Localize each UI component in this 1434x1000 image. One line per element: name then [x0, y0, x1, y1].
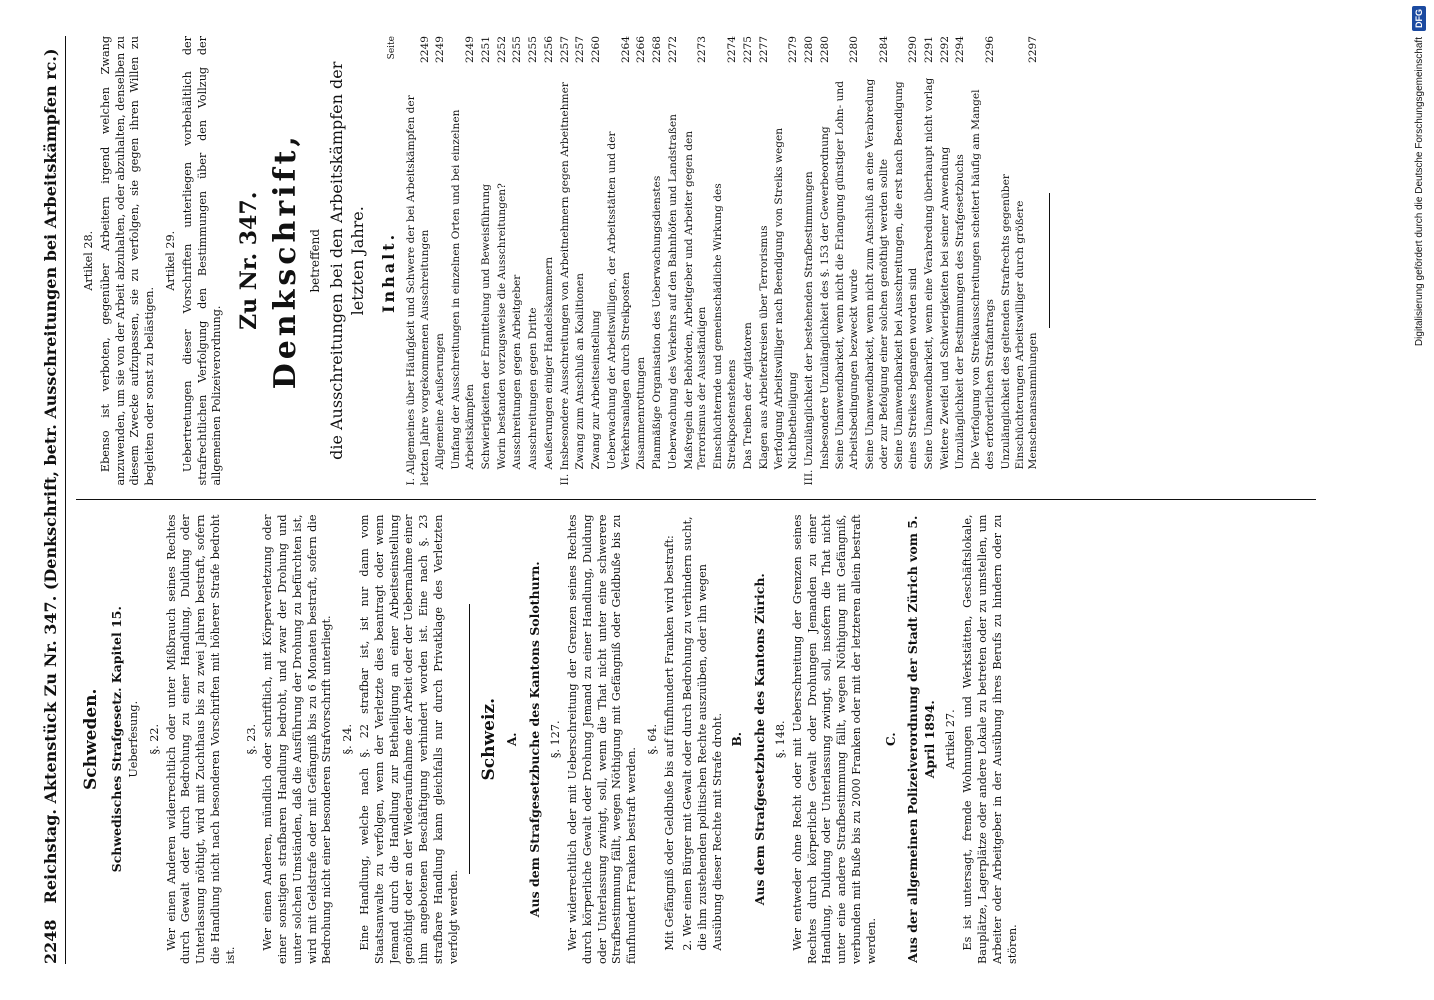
article-27: Artikel 27.	[944, 709, 958, 770]
section-64-item: 2. Wer einen Bürger mit Gewalt oder durch Bedrohung zu verhindern sucht, die ihm zustehenden politischen Rechte auszuüben, oder ihn wegen Ausübung dieser Rechte mit Strafe droht.	[681, 516, 725, 951]
toc-entry	[773, 36, 801, 486]
running-header	[40, 36, 66, 964]
toc-entry	[939, 36, 953, 486]
toc-entry	[606, 36, 634, 486]
toc-entry	[590, 36, 604, 486]
toc-entry-label: Das Treiben der Agitatoren	[741, 322, 754, 470]
toc-entry	[970, 36, 998, 486]
toc-entry	[527, 36, 541, 486]
toc-entry	[651, 36, 665, 486]
toc-entry-label: I. Allgemeines über Häufigkeit und Schwere der bei Arbeitskämpfen der letzten Jahre vorgekommenen Ausschreitungen	[404, 95, 431, 486]
section-24-text: Eine Handlung, welche nach §. 22 strafbar ist, ist nur dann vom Staatsanwalte zu verfolgen, wenn der Verletzte dies beantragt oder wenn Jemand durch die Handlung zur Betheiligung an einer Arbeitseinstellung genöthigt oder an der Wiederaufnahme der Arbeit oder der Uebernahme einer ihm angebotenen Beschäftigung verhindert worden ist. Eine nach §. 23 strafbare Handlung kann gleichfalls nur durch Privatklage des Verletzten verfolgt werden.	[357, 514, 460, 964]
toc-entry-label: Worin bestanden vorzugsweise die Ausschreitungen?	[495, 183, 508, 470]
toc-entry-label: Ausschreitungen gegen Dritte	[527, 307, 540, 470]
toc-entry-label: Seine Unanwendbarkeit, wenn nicht zum Anschluß an eine Verabredung oder zur Befolgung einer solchen genöthigt werden sollte	[863, 78, 890, 470]
toc-entry-label: Maßregeln der Behörden, Arbeitgeber und Arbeiter gegen den Terrorismus der Ausständigen	[682, 130, 709, 470]
toc-entry-page: 2257	[574, 36, 587, 63]
police-ordinance-title: Aus der allgemeinen Polizeiverordnung der Stadt Zürich vom 5. April 1894.	[905, 515, 937, 963]
toc-entry-label: Unzulänglichkeit der Bestimmungen des Strafgesetzbuchs	[954, 154, 967, 470]
toc-entry-label: Ausschreitungen gegen Arbeitgeber	[511, 274, 524, 470]
running-title: Reichstag. Aktenstück Zu Nr. 347. (Denkschrift, betr. Ausschreitungen bei Arbeitskämpfen rc.)	[41, 48, 60, 904]
toc-entry-label: Schwierigkeiten der Ermittelung und Beweisführung	[479, 183, 492, 470]
toc-entry	[819, 36, 833, 486]
section-23-text: Wer einen Anderen, mündlich oder schriftlich, mit Körperverletzung oder einer sonstigen strafbaren Handlung bedroht, und zwar der Drohung und unter solchen Umständen, daß die Ausführung der Drohung zu befürchten ist, wird mit Geldstrafe oder mit Gefängniß bis zu 6 Monaten bestraft, sofern die Bedrohung nicht einer besonderen Strafvorschrift unterliegt.	[261, 514, 334, 964]
toc-entry-label: Klagen aus Arbeiterkreisen über Terrorismus	[757, 225, 770, 470]
toc-entry-label: Umfang der Ausschreitungen in einzelnen Orten und bei einzelnen Arbeitskämpfen	[450, 109, 476, 470]
law-title-zurich: Aus dem Strafgesetzbuche des Kantons Zürich.	[751, 573, 767, 906]
memo-betreffend: betreffend	[307, 229, 322, 293]
toc-entry-label: Aeußerungen einiger Handelskammern	[542, 256, 555, 470]
section-148-text: Wer entweder ohne Recht oder mit Ueberschreitung der Grenzen seines Rechtes durch körperliche Gewalt oder Drohungen Jemanden zu einer Handlung, Duldung oder Unterlassung zwingt, soll, insofern die That nicht unter eine andere Strafbestimmung fällt, wegen Nöthigung mit Gefängniß, verbunden mit Buße bis zu 2000 Franken oder mit der letzteren allein bestraft werden.	[790, 514, 878, 964]
country-heading-switzerland: Schweiz.	[479, 698, 500, 781]
section-22: §. 22.	[147, 724, 161, 755]
toc-entry	[954, 36, 968, 486]
toc-entry-page: 2268	[651, 36, 664, 63]
toc-entry-label: Zwang zum Anschluß an Koalitionen	[574, 273, 587, 470]
table-of-contents	[405, 36, 1041, 486]
toc-entry	[864, 36, 892, 486]
toc-entry-page: 2256	[542, 36, 555, 63]
toc-entry-page: 2264	[619, 36, 632, 63]
toc-entry-label: Seine Unanwendbarkeit, wenn eine Verabredung überhaupt nicht vorlag	[922, 77, 935, 470]
toc-entry-page: 2255	[527, 36, 540, 63]
toc-entry	[803, 36, 817, 486]
toc-entry-label: Einschüchternde und gemeinschädliche Wirkung des Streikpostenstehens	[712, 183, 738, 470]
law-title-sweden: Schwedisches Strafgesetz. Kapitel 15.	[108, 606, 124, 873]
toc-entry	[434, 36, 448, 486]
left-column	[76, 515, 1316, 965]
toc-entry-page: 2290	[907, 36, 920, 63]
toc-entry-label: Die Verfolgung von Streikausschreitungen scheitert häufig am Mangel des erforderlichen Strafantrags	[970, 89, 997, 470]
memo-number: Zu Nr. 347.	[236, 191, 263, 330]
letter-b: B.	[729, 732, 744, 747]
article-27-text: Es ist untersagt, fremde Wohnungen und Werkstätten, Geschäftslokale, Bauplätze, Lagerplätze oder andere Lokale zu betreten oder zu umstellen, um Arbeiter oder Arbeitgeber in der Ausübung ihres Berufs zu hindern oder zu stören.	[961, 514, 1019, 964]
toc-entry-page: 2292	[938, 36, 951, 63]
section-22-text: Wer einen Anderen widerrechtlich oder unter Mißbrauch seines Rechtes durch Gewalt oder durch Bedrohung zu einer Handlung, Duldung oder Unterlassung nöthigt, wird mit Zuchthaus bis zu zwei Jahren bestraft, sofern die Handlung nicht nach besonderen Vorschriften mit höherer Strafe bedroht ist.	[164, 514, 237, 964]
toc-entry	[893, 36, 921, 486]
toc-entry-label: Seine Unanwendbarkeit, wenn nicht die Erlangung günstiger Lohn- und Arbeitsbedingungen bezweckt wurde	[834, 80, 861, 470]
toc-entry-label: Insbesondere Unzulänglichkeit des §. 153 der Gewerbeordnung	[818, 126, 831, 470]
toc-entry	[834, 36, 862, 486]
toc-entry-page: 2275	[741, 36, 754, 63]
digitization-stamp	[1406, 6, 1432, 994]
toc-entry-page: 2257	[558, 36, 571, 63]
toc-entry-page: 2280	[848, 36, 861, 63]
divider	[469, 604, 470, 874]
toc-entry-label: Planmäßige Organisation des Ueberwachungsdienstes	[651, 175, 664, 470]
toc-entry-page: 2249	[418, 36, 431, 63]
toc-entry	[496, 36, 510, 486]
toc-title: Inhalt.	[378, 231, 398, 313]
toc-entry-page: 2249	[463, 36, 476, 63]
toc-entry-page: 2255	[511, 36, 524, 63]
toc-entry-page: 2279	[787, 36, 800, 63]
toc-entry	[1000, 36, 1041, 486]
toc-entry	[559, 36, 573, 486]
toc-entry-page: 2274	[726, 36, 738, 63]
translation-note: Ueberfesung.	[127, 700, 141, 778]
memo-title: Denkschrift,	[268, 132, 304, 390]
law-title-solothurn: Aus dem Strafgesetzbuche des Kantons Solothurn.	[526, 561, 542, 918]
toc-entry-page: 2277	[757, 36, 770, 63]
right-column	[76, 36, 1316, 501]
article-28: Artikel 28.	[82, 230, 96, 291]
toc-entry-label: Zwang zur Arbeitseinstellung	[590, 310, 603, 470]
toc-entry	[683, 36, 711, 486]
toc-entry	[667, 36, 681, 486]
section-64-intro: Mit Gefängniß oder Geldbuße bis auf fünfhundert Franken wird bestraft:	[662, 535, 676, 951]
toc-entry	[480, 36, 494, 486]
toc-entry-label: Weitere Zweifel und Schwierigkeiten bei seiner Anwendung	[938, 146, 951, 470]
toc-entry-page: 2272	[666, 36, 679, 63]
section-24: §. 24.	[341, 724, 355, 755]
toc-entry	[635, 36, 649, 486]
toc-entry-label: Zusammenrottungen	[635, 356, 648, 470]
toc-entry-page: 2273	[696, 36, 709, 63]
toc-entry-label: Seine Unanwendbarkeit bei Ausschreitungen, die erst nach Beendigung eines Streikes begangen worden sind	[893, 81, 920, 470]
toc-entry	[758, 36, 772, 486]
toc-entry-page: 2249	[434, 36, 447, 63]
page-number: 2248	[41, 919, 60, 964]
toc-entry-label: Verfolgung Arbeitswilliger nach Beendigung von Streiks wegen Nichtbetheiligung	[773, 127, 800, 470]
toc-entry	[574, 36, 588, 486]
toc-entry-page: 2280	[802, 36, 815, 63]
letter-a: A.	[504, 732, 519, 746]
toc-entry-label: Unzulänglichkeit des geltenden Strafrechts gegenüber Einschüchterungen Arbeitswilliger durch größere Menschenansammlungen	[999, 174, 1040, 470]
section-64: §. 64.	[645, 724, 659, 755]
toc-entry	[405, 36, 433, 486]
toc-page-label: Seite	[386, 36, 397, 60]
toc-entry-page: 2252	[495, 36, 508, 63]
toc-entry-page: 2294	[954, 36, 967, 63]
country-heading-sweden: Schweden.	[81, 688, 102, 790]
memo-subject: die Ausschreitungen bei den Arbeitskämpfen der letzten Jahre.	[326, 61, 367, 460]
toc-entry-page: 2280	[818, 36, 831, 63]
toc-entry	[923, 36, 937, 486]
toc-entry-label: III. Unzulänglichkeit der bestehenden Strafbestimmungen	[802, 171, 815, 486]
section-127: §. 127.	[549, 720, 563, 759]
digitization-credit: Digitalisierung gefördert durch die Deutsche Forschungsgemeinschaft	[1413, 37, 1425, 347]
toc-entry	[511, 36, 525, 486]
toc-entry-page: 2284	[877, 36, 890, 63]
toc-entry-page: 2297	[1027, 36, 1040, 63]
toc-entry-page: 2291	[922, 36, 935, 63]
letter-c: C.	[883, 732, 898, 747]
toc-entry	[742, 36, 756, 486]
toc-entry	[712, 36, 740, 486]
article-29: Artikel 29.	[164, 230, 178, 291]
toc-entry-page: 2260	[590, 36, 603, 63]
toc-entry-label: Ueberwachung der Arbeitswilligen, der Arbeitsstätten und der Verkehrsanlagen durch Streikposten	[605, 131, 632, 470]
toc-end-rule	[1049, 193, 1050, 328]
toc-entry	[543, 36, 557, 486]
section-127-text: Wer widerrechtlich oder mit Ueberschreitung der Grenzen seines Rechtes durch körperliche Gewalt oder Drohung Jemand zu einer Handlung, Duldung oder Unterlassung zwingt, soll, wenn die That nicht unter eine schwerere Strafbestimmung fällt, wegen Nöthigung mit Gefängniß oder Geldbuße bis zu fünfhundert Franken bestraft werden.	[566, 514, 639, 964]
toc-entry-label: Allgemeine Aeußerungen	[434, 333, 447, 470]
section-23: §. 23.	[244, 724, 258, 755]
toc-entry-label: II. Insbesondere Ausschreitungen von Arbeitnehmern gegen Arbeitnehmer	[558, 82, 571, 486]
toc-entry-label: Ueberwachung des Verkehrs auf den Bahnhöfen und Landstraßen	[666, 114, 679, 470]
article-29-text: Uebertretungen dieser Vorschriften unterliegen vorbehältlich der strafrechtlichen Verfolgung den Bestimmungen über den Vollzug der allgemeinen Polizeiverordnung.	[180, 36, 224, 486]
article-28-text: Ebenso ist verboten, gegenüber Arbeitern irgend welchen Zwang anzuwenden, um sie von der Arbeit abzuhalten, oder abzuhalten, denselben zu diesem Zwecke aufzupassen, sie zu verfolgen, sie gegen ihren Willen zu begleiten oder sonst zu belästigen.	[98, 36, 157, 486]
toc-entry	[450, 36, 478, 486]
toc-entry-page: 2251	[479, 36, 492, 63]
dfg-logo: DFG	[1412, 6, 1426, 31]
toc-entry-page: 2296	[984, 36, 997, 63]
section-148: §. 148.	[774, 720, 788, 759]
toc-entry-page: 2266	[635, 36, 648, 63]
